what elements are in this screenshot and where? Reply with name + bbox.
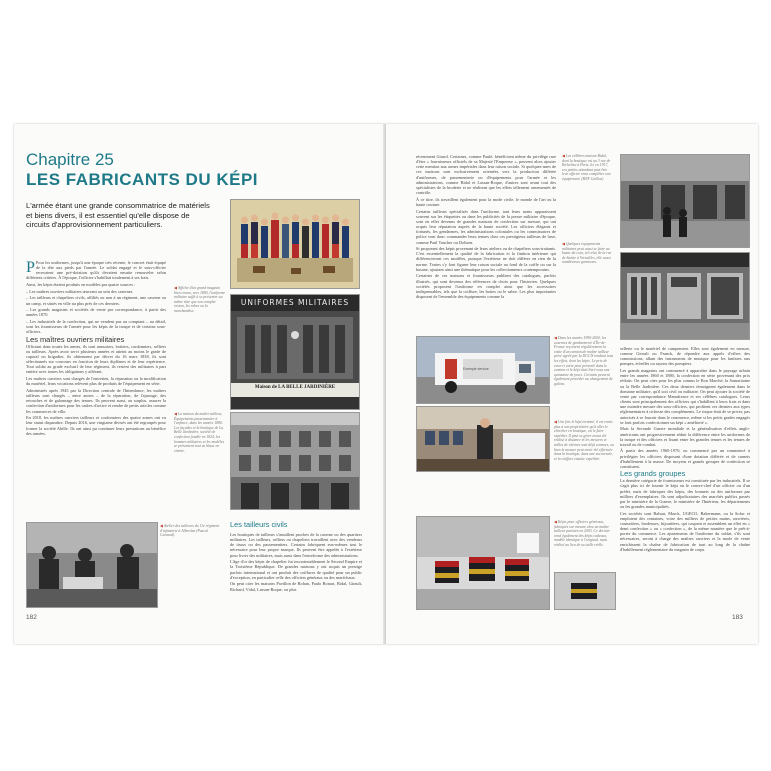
caption-poster (174, 286, 226, 314)
caption-bidal (562, 154, 614, 182)
paragraph: Pour les uniformes, jusqu'à une époque très récente, le concret était équipé de la tête aux pieds par l'armée. Le soldat engagé et le sous-officier recevaient une pré-dotation qu'ils devaient ensuite renouveler selon différents critères. À l'époque, l'officier s'habillait totalement à ses frais. (26, 260, 166, 281)
caption-bazar (562, 242, 614, 265)
section-heading-maitres: Les maîtres ouvriers militaires (26, 334, 125, 344)
paragraph: On peut citer les maisons Pavillon de Rohan, Paulo Bonart, Bidal, Girault, Richard, Vidal, Lassan-Roque, ou plus (230, 581, 362, 592)
book-spread (14, 124, 758, 644)
left-page (14, 124, 386, 644)
paragraph: – Les tailleurs et chapeliers civils, affiliés ou non à un régiment, une caserne ou un camp, et situés en ville au plus près de ces derniers. (26, 295, 166, 306)
right-column-2-text (620, 346, 750, 553)
caption-van (554, 336, 614, 387)
paragraph: Les boutiques de tailleurs s'installent proches de la caserne ou des quartiers militaires. Les tailleurs, selliers ou chapeliers travaillent avec des vendeurs de tissus ou des passementiers. Certains fabriquent eux-mêmes tout le nécessaire pour leur propre marque. Ils peuvent être appelés à l'extérieur pour livrer des militaires, mais aussi dans l'entreforme des administrations. (230, 532, 362, 558)
caption-marker-icon: ◀ (174, 286, 178, 290)
caption-workshop (160, 524, 220, 538)
photo-tailor-van (416, 336, 550, 404)
caption-kepi-delivery-text: Une fois le képi terminé, il est remis plus à son propriétaire qu'à aller le chercher en boutique, où le faire expédier. Il peut se gérer avant été réalisé à distance et les mesures et tailles de vitrines sont déjà connues, ou bien la mesure peut avoir été effectuée dans la boutique, dans une succursale, et la coiffure ensuite expédiée. (554, 420, 615, 461)
chapter-intro: L'armée étant une grande consommatrice de matériels et biens divers, il est essentiel qu'elle dispose de circuits d'approvisionnement particuliers. (26, 201, 210, 230)
chapter-title: LES FABRICANTS DU KÉPI (26, 170, 259, 189)
paragraph: Les grands magasins ont commencé à apparaître dans le paysage urbain entre les années 1860 et 1880, la confection en série provenant des prix réduits. On peut citer pour les plus connus le Bon Marché, la Samaritaine ou la Belle Jardinière. Ces deux derniers témoignent également dans le domaine militaire, qu'il soit civil ou militaire. On peut ajouter la société de vente par correspondance Manufrance et ses célèbres catalogues. Leurs clients sont principalement des officiers qui s'habillent à leurs frais et dans une moindre mesure des sous-officiers, qui profitent ces derniers aux types réglementaires à richesse des compléments. Le risque était de se priver, pas autorisés à se fournir dans le commerce, même si les petits grades engagés se font parfois confectionner un képi « améliorié ». (620, 368, 750, 425)
paragraph: – Les maîtres ouvriers militaires œuvrant au sein des casernes. (26, 288, 134, 294)
paragraph: Administrés après 1945 par la Direction centrale de l'Intendance, les maîtres tailleurs sont chargés – entre autres – de la réparation, de l'ajustage, des retouches et de galonnage des tenues. Ils peuvent aussi, au surplus, assurer la confection d'uniformes pour les cadres d'active et rendre de petits articles comme les commerces de ville. (26, 387, 166, 414)
page-number-right: 183 (732, 614, 743, 621)
caption-generals-kepis-text: Képis pour officiers généraux, fabriqués sur mesure chez un maître tailleur parisien en 2003. Ce dernier vend également des képis cadeaux, modèle identique à l'original, mais réalisé au lieu de sa taille réelle. (554, 520, 610, 547)
caption-workshop-text: Atelier des tailleurs du 11e régiment d'infanterie à Albertine (Pascal Guiraud). (160, 524, 220, 538)
right-page (386, 124, 758, 644)
right-column-1-text (416, 154, 556, 301)
photo-shop-interior (416, 406, 550, 472)
paragraph: En 2018, les maîtres ouvriers tailleurs et cordonniers des quatre armes ont vu leur statut disparaître. Depuis 2016, une vingtaine divisés ont été regroupés pour former la société Abille. Ils ont ainsi pu continuer leurs prestations au bénéfice des armées. (26, 415, 166, 436)
caption-marker-icon: ◀ (554, 520, 558, 524)
photo-tailors-workshop (26, 522, 158, 608)
paragraph: récemment Girard. Certaines, comme Paulé, bénéficient même du privilège rare d'être « fournisseurs officiels de sa Majesté l'Empereur », peuvent alors ajouter cette mention aux armes impériales dans leur raison sociale. Si quelques-unes de ces maisons sont exclusivement orientées vers la production différée d'uniformes, de passementerie ou d'équipements pour l'armée et les administrations, comme Bidal et Lassan-Roque, d'autres sont avant tout des spécialistes de la broderie et ne réalisent que les effets tellement ornementés de contrôle. (416, 154, 556, 196)
paragraph: Ces sociétés sont Balsan, Marck, UGECO, Bakermann, ou la Sofac et emploient des centaines, voire des milliers de petites mains, ouvrières, couturières, brodeuses, bijoutières, qui coupent et assemblent un effet en « demi confection » ou « confection », de la même manière que le prêt-à-porter du commerce. Les ajustements de l'uniforme du soldat, s'ils sont nécessaires, seront à charge des maîtres ouvriers et la mode de vente enrichissent la chaîne de fabrication de tout au long de la chaîne d'habillement réglementaire du magasin de corps. (620, 510, 750, 552)
paragraph: À partir des années 1960-1970, ou commencé par un commencé à privilégier les officiers disposant d'une dotation différée et de carnets d'habillement à la masse. De moyens et grands groupes de confection se constituent. (620, 448, 750, 469)
paragraph: Si proposent des képis provenant de leurs ateliers ou de chapeliers sous-traitants. C'est essentiellement la qualité de la fabrication et la finition intérieure qui différencieront ces modèles, puisque l'extérieur ne doit différer en rien de la norme. Toutes s'y font figurer leur raison sociale au fond de la coiffe ou sur la basane, ajoutant ainsi une thématique pour les collectionneurs contemporains. (416, 246, 556, 272)
paragraph: Certains tailleurs spécialisés dans l'uniforme, tant leurs noms apparaissent souvent sur les étiquettes ou dans les publicités de la presse militaire d'époque, sont en effet devenus de grandes maisons de confection sur mesure, qui ont acquis leur réputation auprès de la haute société. Les officiers élégants et fortunés, les gendarmes, les administrations coloniales ou les commissaires de police vont donc commander leurs tenues chez ces prestigieux tailleurs de luxe, comme Paul Vaucher ou Dolisen. (416, 208, 556, 245)
paragraph: Mais la Seconde Guerre mondiale et la généralisation d'effets anglo-américains ont progressivement réduit la différence entre les uniformes de la troupe et des officiers et fixant entre les grandes tenues et les tenues de travail ou de combat. (620, 426, 750, 447)
paragraph: – Les industriels de la confection, qui ne vendent pas au comptant – au détail, sont les fournisseurs de l'armée pour les képis de la troupe et de certains sous-officiers. (26, 319, 166, 335)
caption-marker-icon: ◀ (554, 336, 558, 340)
paragraph: Officiant dans toutes les armes, ils sont armuriers, bottiers, cordonniers, selliers ou tailleurs. Après avoir servi plusieurs années et atteint au moins le grade de caporal ou brigadier, ils obtiennent par décret du 16 mars 1838, ils sont sélectionnés sur concours en fonction de leurs diplômes et de leur expérience. Tout soldat au grade exclusif de leur régiment, ils restent des militaires à part entière avec toutes les obligations y afférant. (26, 343, 166, 375)
tailleurs-text (230, 532, 362, 593)
photo-kepi-small (554, 572, 616, 610)
paragraph: Les maîtres ouvriers sont chargés de l'entretien, la réparation ou la modification du matériel, leurs vocations relèvent plus de produits de l'équipement en série. (26, 376, 166, 387)
paragraph: L'âge d'or des képis de chapelier fut incontestablement le Second Empire et la Troisième République. De grandes maisons y ont acquis un prestige parfois international et ont produit des coiffures de qualité pour un public d'exception, en particulier celle des officiers généraux ou des maréchaux. (230, 559, 362, 580)
chapter-label: Chapitre 25 (26, 150, 114, 169)
photo-uniformes-militaires (230, 294, 360, 410)
photo-poster-soldiers (230, 199, 360, 289)
caption-marker-icon: ◀ (562, 242, 566, 246)
left-column-text (26, 260, 166, 437)
paragraph: sellerie ou le matériel de campement. Elles sont également en mesure, comme Giroult ou Franck, de répondre aux appels d'offres des commissions, allant des instruments de musique pour les fanfares aux pompes, échelles ou rayons des pompiers. (620, 346, 750, 367)
caption-generals-kepis (554, 520, 614, 548)
paragraph: La dernière catégorie de fournisseurs est constituée par les industriels. Il se s'agit plus ici de fournir le képi ou le couvre-chef d'un officier ou d'un préfet, mais de fabriquer des képis, des bonnets ou des uniformes par milliers d'exemplaires. Ils sont adjudicataires des marchés publics passés par le ministère de la Guerre, le ministère de l'Intérieur, les départements ou les grandes municipalités. (620, 478, 750, 510)
drop-cap: P (26, 259, 35, 276)
paragraph: Ainsi, les képis étaient produits en modèles par quatre sources : (26, 282, 136, 288)
caption-marker-icon: ◀ (562, 154, 566, 158)
caption-poster-text: Affiche d'un grand magasin bien connu, vers 1890, l'uniforme militaire suffit à se présenter au même titre que son complet veston, les robes ou la marchandise. (174, 286, 226, 313)
paragraph: Certaines de ces maisons et fournisseurs publient des catalogues, parfois illustrés, qui sont devenus des références de choix pour l'historien. Quelques sociétés proposent l'uniforme en complet ainsi que les accessoires indispensables, tels que la coiffure, les bottes ou le sabre. Les plus importantes disposent de l'ensemble des équipements comme la (416, 273, 556, 300)
paragraph: – Les grands magasins et sociétés de vente par correspondance, à partir des années 1870. (26, 307, 166, 318)
caption-marker-icon: ◀ (174, 412, 178, 416)
caption-belle-jardiniere (174, 412, 226, 453)
section-heading-tailleurs: Les tailleurs civils (230, 520, 288, 529)
page-number-left: 182 (26, 614, 37, 621)
van-label: Exemple service (463, 367, 489, 371)
uniformes-sign: UNIFORMES MILITAIRES (240, 298, 350, 307)
caption-marker-icon: ◀ (554, 420, 558, 424)
caption-marker-icon: ◀ (160, 524, 164, 528)
photo-street-scene (620, 154, 750, 248)
section-heading-grands-groupes: Les grands groupes (620, 469, 686, 479)
caption-van-text: Dans les années 1990-2000, les casernes de gendarmerie d'Île-de-France reçoivent régulièrement la visite d'un camion de maître tailleur privé agréé par la DGGN rendant tous les effets, dont les képis. Le prix de ceux-ci varie peut présenté dans le camion et le képi était livré sous une quinzaine de jours. Certains peuvent également procéder au changement de galons. (554, 336, 614, 386)
photo-kepis (416, 516, 550, 610)
photo-bazar-shop (620, 252, 750, 340)
caption-bidal-text: Les célèbres maison Bidal, dont la boutique est au 3 rue de Richelieu à Paris. Ici en 1917, ces petites attendant peut être leur officier venu compléter son équipement. (BNF Gallica) (562, 154, 611, 181)
storefront-sign: Maison de LA BELLE JARDINIÈRE (254, 385, 336, 390)
caption-kepi-delivery (554, 420, 614, 461)
paragraph: À ce titre, ils travaillent également pour la mode civile, le monde de l'art ou la haute couture. (416, 196, 556, 207)
caption-belle-jardiniere-text: La maison du maître tailleur, Équipements passementier à l'enfance, dans les années 1880. Les façades et la boutique de La Belle Jardinière, société de confection fondée en 1824, les hommes militaires et les modèles se présentent tout en blanc en vitrine. (174, 412, 225, 453)
caption-bazar-text: Quelques équipements militaires peut aussi se faire au bazar du coin, tel celui de la rue de Sainte à Versailles, elle aussi nombreuses garnisons. (562, 242, 612, 265)
photo-building-facade (230, 412, 360, 510)
